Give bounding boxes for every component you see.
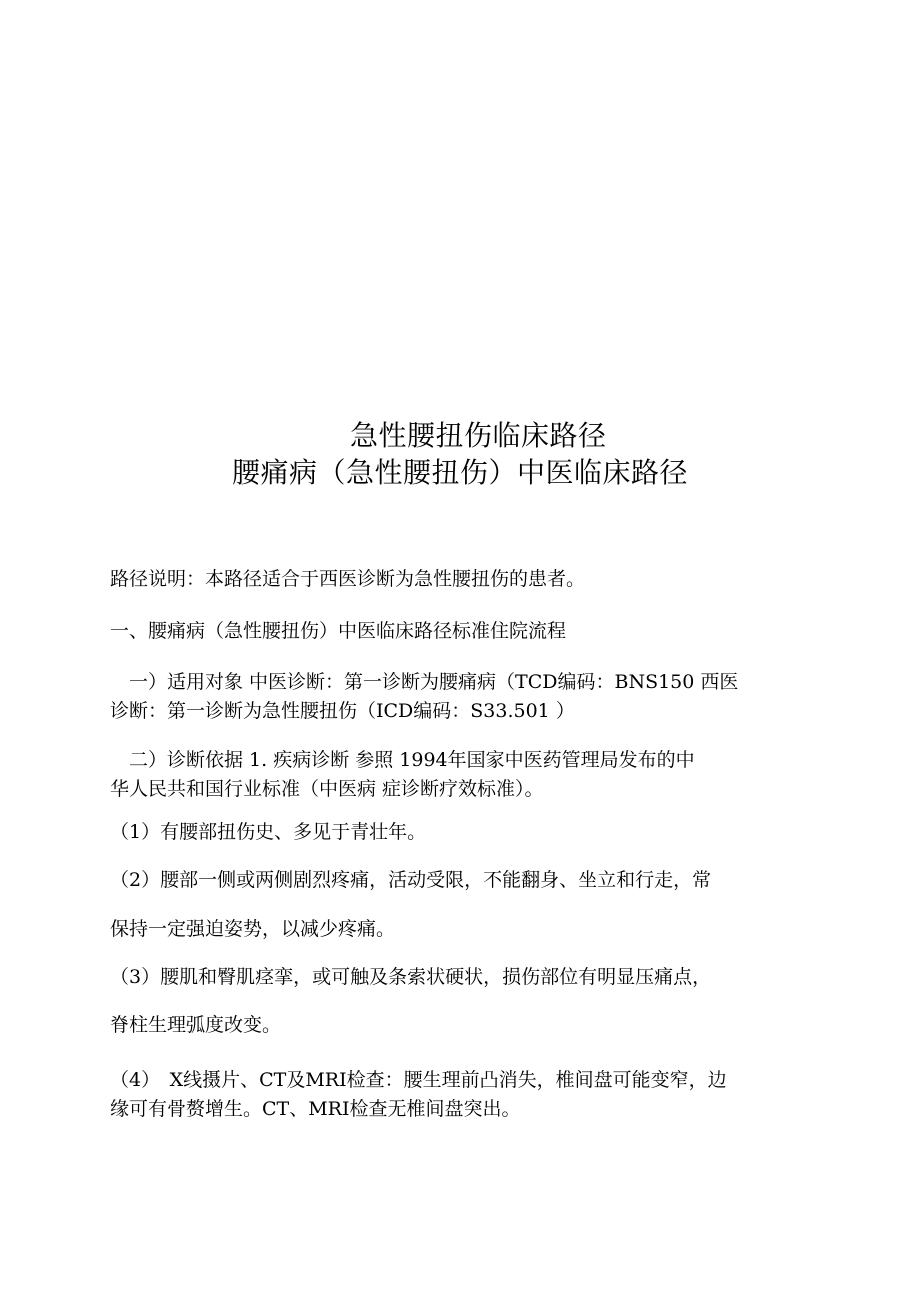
list-item-1: （1）有腰部扭伤史、多见于青壮年。	[110, 821, 427, 843]
list-item-2-line-2: 保持一定强迫姿势，以减少疼痛。	[110, 918, 396, 940]
list-item-4-line-1: （4） X线摄片、CT及MRI检查：腰生理前凸消失，椎间盘可能变窄，边	[110, 1069, 727, 1091]
subsection-2-line-2: 华人民共和国行业标准（中医病 症诊断疗效标准）。	[110, 778, 544, 800]
subsection-2-line-1: 二）诊断依据 1. 疾病诊断 参照 1994年国家中医药管理局发布的中	[110, 749, 695, 771]
document-title: 急性腰扭伤临床路径	[350, 419, 607, 452]
section-1-heading: 一、腰痛病（急性腰扭伤）中医临床路径标准住院流程	[110, 620, 567, 642]
subsection-1-line-2: 诊断：第一诊断为急性腰扭伤（ICD编码：S33.501 ）	[110, 700, 575, 722]
list-item-2-line-1: （2）腰部一侧或两侧剧烈疼痛，活动受限，不能翻身、坐立和行走，常	[110, 869, 712, 891]
subsection-1-line-1: 一）适用对象 中医诊断：第一诊断为腰痛病（TCD编码：BNS150 西医	[110, 671, 739, 693]
list-item-4-line-2: 缘可有骨赘增生。CT、MRI检查无椎间盘突出。	[110, 1098, 521, 1120]
path-note: 路径说明：本路径适合于西医诊断为急性腰扭伤的患者。	[110, 568, 586, 590]
list-item-3-line-2: 脊柱生理弧度改变。	[110, 1014, 282, 1036]
list-item-3-line-1: （3）腰肌和臀肌痉挛，或可触及条索状硬状，损伤部位有明显压痛点，	[110, 966, 712, 988]
document-subtitle: 腰痛病（急性腰扭伤）中医临床路径	[232, 456, 689, 489]
